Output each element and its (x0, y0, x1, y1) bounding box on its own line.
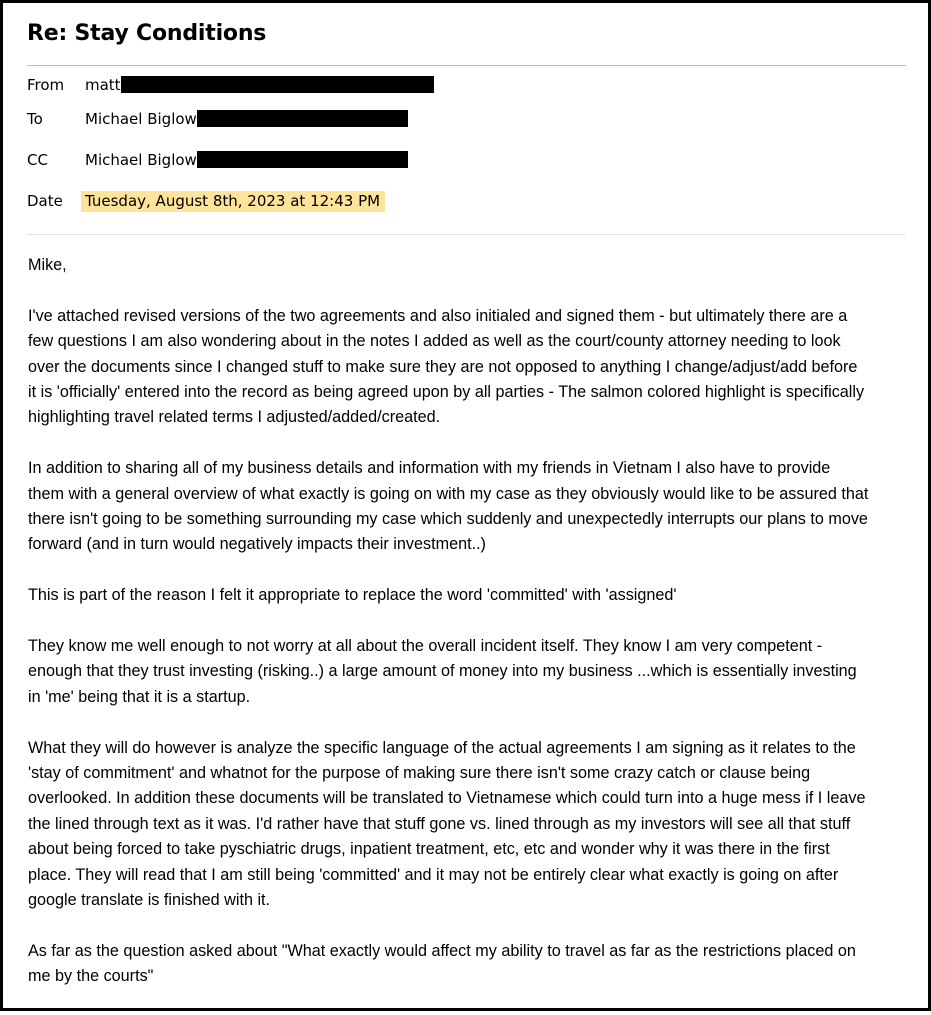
email-subject: Re: Stay Conditions (27, 21, 267, 46)
date-highlight: Tuesday, August 8th, 2023 at 12:43 PM (81, 191, 385, 212)
to-name: Michael Biglow (85, 110, 197, 128)
header-divider (27, 65, 906, 66)
body-paragraph: I've attached revised versions of the two agreements and also initialed and signed them - but ultimately there are a few questions I am also wondering about in the notes I added as well as the court/county attorney needing to look over the documents since I changed stuff to make sure they are not opposed to anything I change/adjust/add before it is 'officially' entered into the record as being agreed upon by all parties - The salmon colored highlight is specifically highlighting travel related terms I adjusted/added/created. (28, 306, 865, 427)
date-value (81, 192, 385, 210)
date-label: Date (27, 192, 63, 210)
cc-value[interactable] (85, 151, 408, 169)
email-body (28, 253, 912, 1015)
from-name: matt (85, 76, 121, 94)
from-value[interactable] (85, 76, 434, 94)
redaction-bar (197, 151, 408, 168)
body-paragraph: In addition to sharing all of my business details and information with my friends in Vietnam I also have to provide them with a general overview of what exactly is going on with my case as they obviously would like to be assured that there isn't going to be something surrounding my case which suddenly and unexpectedly interrupts our plans to move forward (and in turn would negatively impacts their investment..) (28, 459, 869, 554)
greeting: Mike, (28, 256, 67, 274)
to-label: To (27, 110, 43, 128)
body-paragraph: This is part of the reason I felt it appropriate to replace the word 'committed' with 'assigned' (28, 586, 677, 605)
body-paragraph: They know me well enough to not worry at all about the overall incident itself. They know I am very competent - enough that they trust investing (risking..) a large amount of money into my business ...which is essentially investing in 'me' being that it is a startup. (28, 637, 857, 706)
body-paragraph: What they will do however is analyze the specific language of the actual agreements I am signing as it relates to the 'stay of commitment' and whatnot for the purpose of making sure there isn't some crazy catch or clause being overlooked. In addition these documents will be translated to Vietnamese which could turn into a huge mess if I leave the lined through text as it was. I'd rather have that stuff gone vs. lined through as my investors will see all that stuff about being forced to take pyschiatric drugs, inpatient treatment, etc, etc and wonder why it was there in the first place. They will read that I am still being 'committed' and it may not be entirely clear what exactly is going on after google translate is finished with it. (28, 738, 866, 910)
redaction-bar (197, 110, 408, 127)
from-label: From (27, 76, 65, 94)
redaction-bar (121, 76, 434, 93)
cc-name: Michael Biglow (85, 151, 197, 169)
body-paragraph: As far as the question asked about "What exactly would affect my ability to travel as far as the restrictions placed on me by the courts" (28, 941, 856, 986)
body-divider (27, 234, 906, 235)
cc-label: CC (27, 151, 48, 169)
to-value[interactable] (85, 110, 408, 128)
